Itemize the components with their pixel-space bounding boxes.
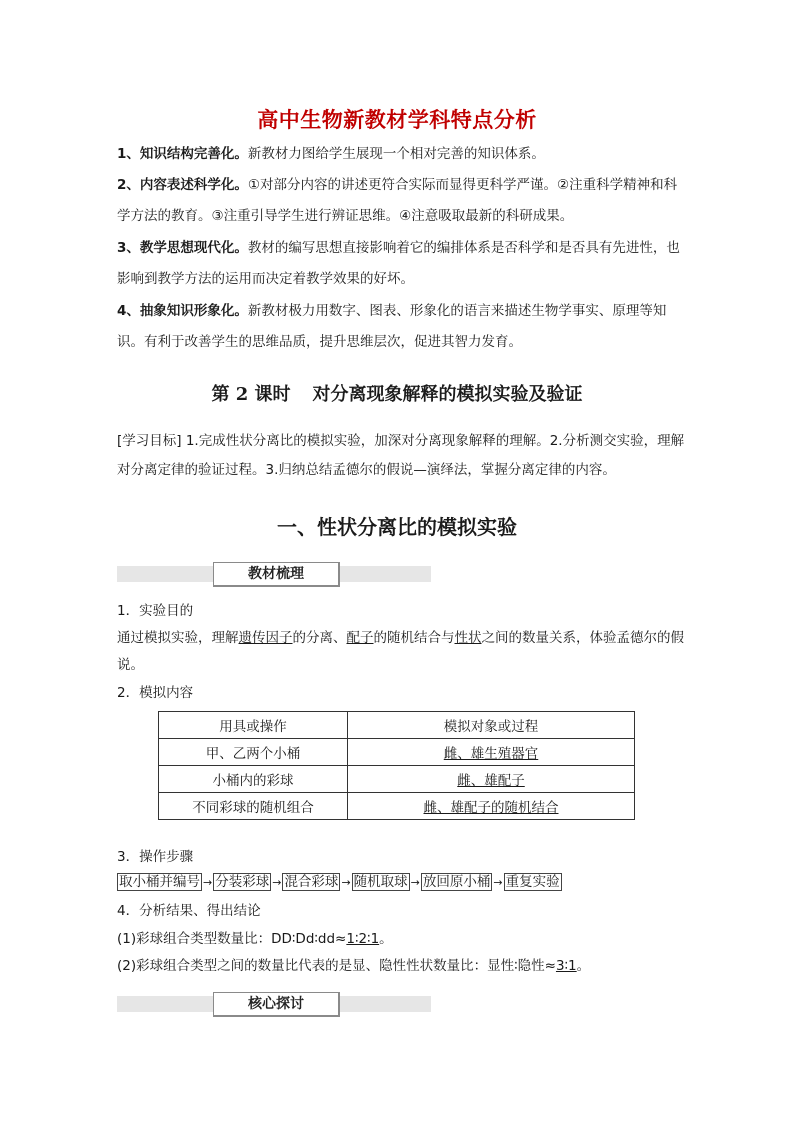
step-box: 重复实验: [505, 874, 560, 890]
purpose-text: [117, 625, 687, 679]
text-span: (1)彩球组合类型数量比：DD∶Dd∶dd≈: [117, 931, 347, 947]
result-line: [117, 953, 590, 979]
feature-item: [117, 139, 687, 170]
text-span: 之间的数量关系，体验孟德尔的假说。: [117, 630, 684, 673]
table-cell: [348, 793, 635, 820]
blank-answer: 雌、雄配子的随机结合: [423, 800, 559, 816]
arrow-icon: →: [493, 876, 503, 889]
lesson-name: 对分离现象解释的模拟实验及验证: [312, 384, 583, 405]
step-box: 取小桶并编号: [119, 874, 200, 890]
steps-flow: [117, 873, 562, 891]
arrow-icon: →: [410, 876, 420, 889]
text-span: 通过模拟实验，理解: [117, 630, 239, 646]
goals-text: 1.完成性状分离比的模拟实验，加深对分离现象解释的理解。2.分析测交实验，理解对分离定律的验证过程。3.归纳总结孟德尔的假说—演绎法，掌握分离定律的内容。: [117, 433, 685, 478]
step-box: 分装彩球: [215, 874, 270, 890]
text-span: 的随机结合与: [373, 630, 455, 646]
blank-answer: 配子: [346, 630, 374, 646]
content-heading: 2．模拟内容: [117, 685, 194, 701]
table-cell: [348, 739, 635, 766]
blank-answer: 雌、雄配子: [457, 773, 525, 789]
feature-head: 1、知识结构完善化。: [117, 146, 248, 162]
table-cell: 小桶内的彩球: [159, 766, 348, 793]
result-heading: 4．分析结果、得出结论: [117, 903, 261, 919]
banner-label: 教材梳理: [213, 562, 340, 587]
table-header-row: [159, 712, 635, 739]
blank-answer: 3∶1: [555, 958, 577, 974]
arrow-icon: →: [203, 876, 213, 889]
table-row: [159, 793, 635, 820]
step-box: 随机取球: [353, 874, 408, 890]
feature-head: 3、教学思想现代化。: [117, 240, 248, 256]
table-header: 用具或操作: [159, 712, 348, 739]
lesson-title: [0, 380, 794, 406]
table-row: [159, 766, 635, 793]
learning-goals: [117, 427, 687, 485]
feature-item: [117, 233, 687, 295]
result-line: [117, 926, 393, 952]
feature-body: 新教材极力用数字、图表、形象化的语言来描述生物学事实、原理等知识。有利于改善学生的思维品质，提升思维层次，促进其智力发育。: [117, 303, 667, 350]
feature-body: 新教材力图给学生展现一个相对完善的知识体系。: [247, 146, 545, 162]
feature-body: ①对部分内容的讲述更符合实际而显得更科学严谨。②注重科学精神和科学方法的教育。③注重引导学生进行辨证思维。④注意吸取最新的科研成果。: [117, 177, 678, 224]
feature-head: 4、抽象知识形象化。: [117, 303, 248, 319]
steps-heading: 3．操作步骤: [117, 849, 194, 865]
blank-answer: 雌、雄生殖器官: [443, 746, 539, 762]
blank-answer: 性状: [454, 630, 482, 646]
table-cell: 不同彩球的随机组合: [159, 793, 348, 820]
table-cell: 甲、乙两个小桶: [159, 739, 348, 766]
banner-core-discussion: [117, 996, 431, 1012]
table-row: [159, 739, 635, 766]
text-span: 的分离、: [292, 630, 347, 646]
purpose-heading: 1．实验目的: [117, 603, 194, 619]
blank-answer: 遗传因子: [238, 630, 293, 646]
feature-item: [117, 296, 687, 358]
page-title: 高中生物新教材学科特点分析: [257, 108, 537, 132]
table-header: 模拟对象或过程: [348, 712, 635, 739]
step-box: 混合彩球: [284, 874, 339, 890]
goals-label: [学习目标]: [117, 433, 182, 449]
banner-textbook-review: [117, 566, 431, 582]
banner-label: 核心探讨: [213, 992, 340, 1017]
text-span: 。: [576, 958, 591, 974]
feature-body: 教材的编写思想直接影响着它的编排体系是否科学和是否具有先进性，也影响到教学方法的运用而决定着教学效果的好坏。: [117, 240, 680, 287]
arrow-icon: →: [341, 876, 351, 889]
simulation-table: [158, 711, 635, 820]
table-cell: [348, 766, 635, 793]
feature-head: 2、内容表述科学化。: [117, 177, 248, 193]
blank-answer: 1∶2∶1: [346, 931, 380, 947]
arrow-icon: →: [272, 876, 282, 889]
step-box: 放回原小桶: [422, 874, 491, 890]
text-span: 。: [379, 931, 393, 947]
lesson-number: 第 2 课时: [211, 384, 291, 405]
section-heading: 一、性状分离比的模拟实验: [277, 515, 517, 539]
text-span: (2)彩球组合类型之间的数量比代表的是显、隐性性状数量比：显性∶隐性≈: [117, 958, 556, 974]
feature-item: [117, 170, 687, 232]
